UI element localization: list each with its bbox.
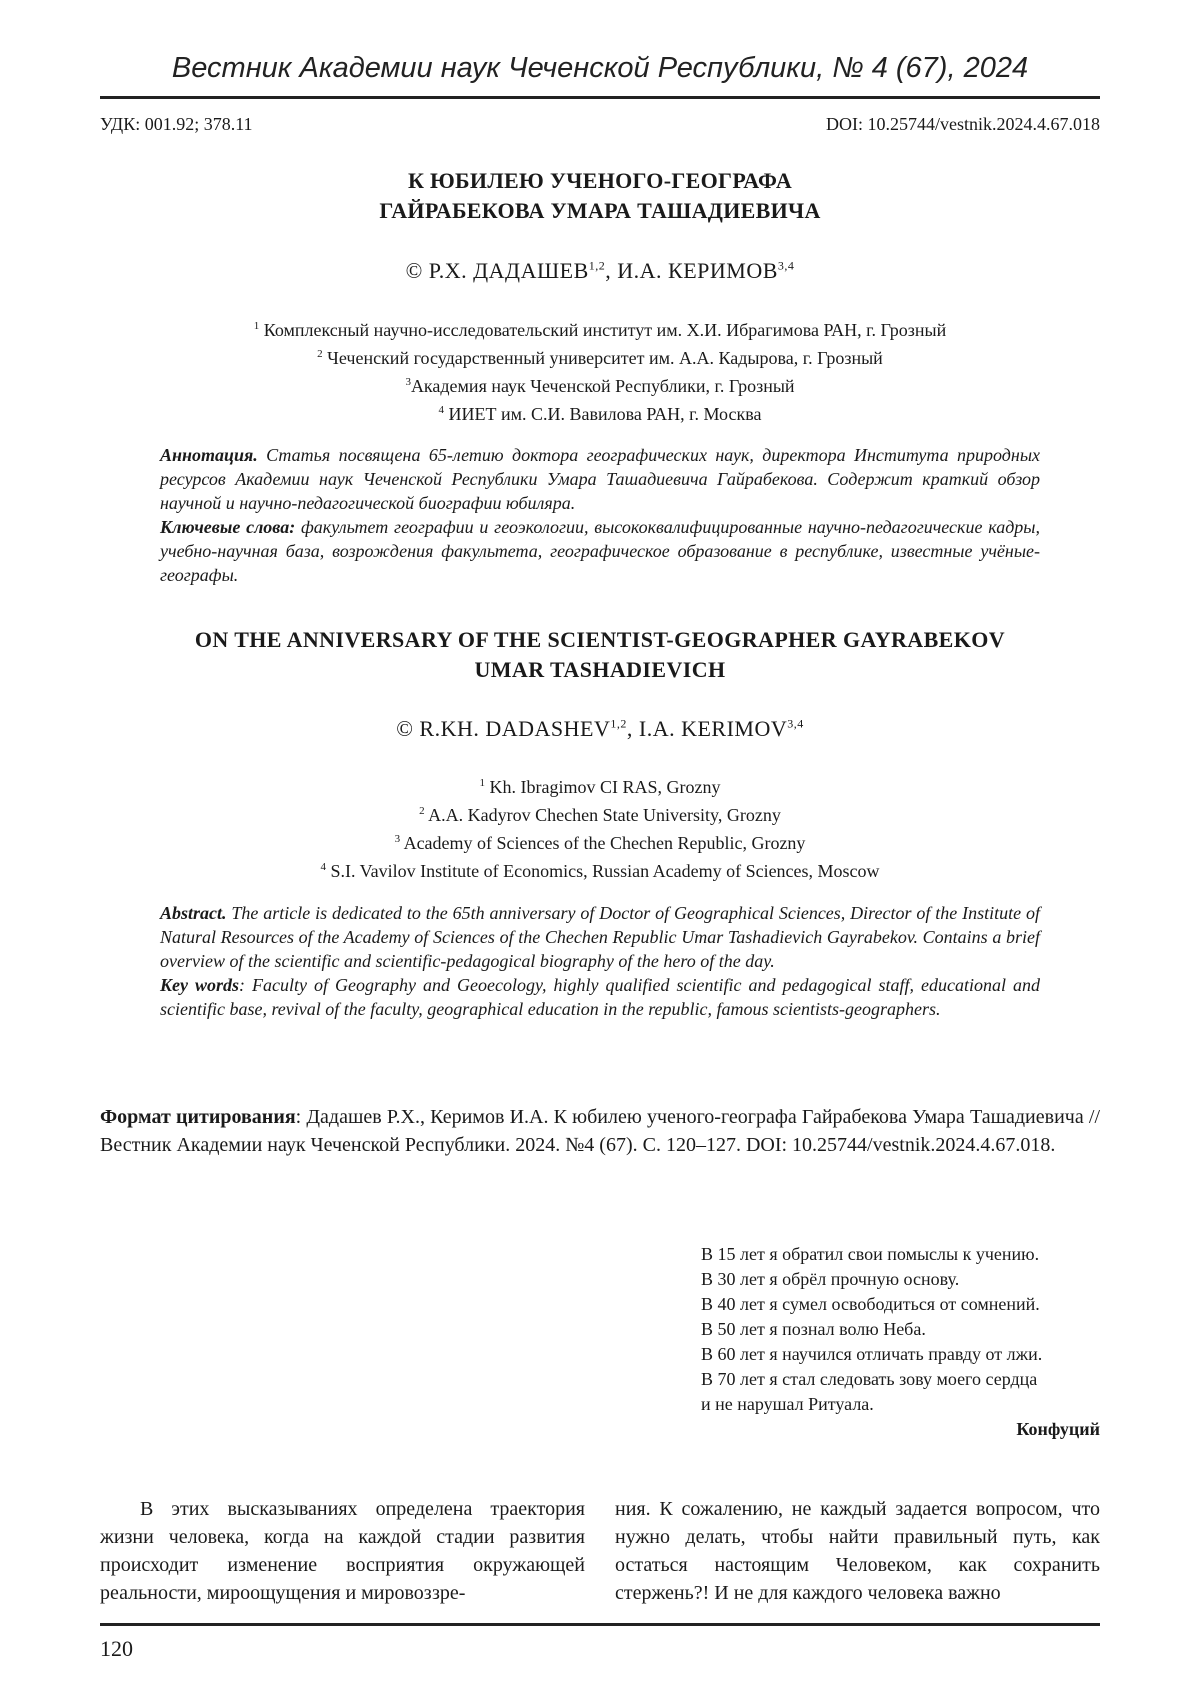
citation-format <box>100 1103 1100 1159</box>
footer-rule <box>100 1623 1100 1626</box>
author-en-2: , I.A. KERIMOV <box>626 716 788 741</box>
affiliation-ru-item <box>100 314 1100 342</box>
citation-label: Формат цитирования <box>100 1106 296 1128</box>
article-title-en <box>100 625 1100 685</box>
affiliation-text: Академия наук Чеченской Республики, г. Грозный <box>410 376 795 396</box>
abstract-en <box>160 901 1040 1021</box>
affiliation-text: Чеченский государственный университет им. А.А. Кадырова, г. Грозный <box>322 348 883 368</box>
affiliation-ru-item <box>100 342 1100 370</box>
keywords-en-paragraph <box>160 973 1040 1021</box>
body-column-right: ния. К сожалению, не каждый задается вопросом, что нужно делать, чтобы найти правильный путь, как остаться настоящим Человеком, как сохранить стержень?! И не для каждого человека важно <box>615 1498 1100 1604</box>
authors-en <box>100 716 1100 742</box>
epigraph-line: В 60 лет я научился отличать правду от лжи. <box>701 1344 1043 1364</box>
title-en-line-2: UMAR TASHADIEVICH <box>474 657 726 682</box>
abstract-en-text: The article is dedicated to the 65th anniversary of Doctor of Geographical Sciences, Director of the Institute of Natural Resources of the Academy of Sciences of the Chechen Republic Umar Tashadievich Gayrabekov. Contains a brief overview of the scientific and scientific-pedagogical biography of the hero of the day. <box>160 903 1040 971</box>
affiliation-number: 2 <box>419 805 425 817</box>
affiliation-en-item <box>100 771 1100 799</box>
affiliation-text: Kh. Ibragimov CI RAS, Grozny <box>485 777 721 797</box>
affiliation-text: Academy of Sciences of the Chechen Republic, Grozny <box>400 833 806 853</box>
affiliation-number: 4 <box>320 861 326 873</box>
page-number: 120 <box>100 1636 133 1661</box>
body-column-left: В этих высказываниях определена траектория жизни человека, когда на каждой стадии развития происходит изменение восприятия окружающей реальности, мироощущения и мировоззре- <box>100 1498 585 1604</box>
affiliation-en-item <box>100 827 1100 855</box>
doi-link[interactable]: DOI: 10.25744/vestnik.2024.4.67.018 <box>826 114 1100 134</box>
keywords-ru-label: Ключевые слова: <box>160 517 296 537</box>
affiliation-number: 3 <box>405 376 411 388</box>
abstract-en-paragraph <box>160 901 1040 973</box>
affiliation-number: 1 <box>479 777 485 789</box>
affiliation-number: 2 <box>317 348 323 360</box>
affiliation-number: 1 <box>253 320 260 332</box>
affiliation-number: 4 <box>438 404 445 416</box>
author-en-1: © R.KH. DADASHEV <box>396 716 611 741</box>
title-ru-line-1: К ЮБИЛЕЮ УЧЕНОГО-ГЕОГРАФА <box>407 168 793 193</box>
affiliation-text: ИИЕТ им. С.И. Вавилова РАН, г. Москва <box>444 404 762 424</box>
title-ru-line-2: ГАЙРАБЕКОВА УМАРА ТАШАДИЕВИЧА <box>379 198 821 223</box>
author-ru-2: , И.А. КЕРИМОВ <box>605 258 778 283</box>
keywords-en-label: Key words <box>160 975 240 995</box>
epigraph-line: и не нарушал Ритуала. <box>701 1394 874 1414</box>
author-ru-1: © Р.Х. ДАДАШЕВ <box>405 258 589 283</box>
udc-code: УДК: 001.92; 378.11 <box>100 114 253 134</box>
abstract-ru-text: Статья посвящена 65-летию доктора географических наук, директора Института природных ресурсов Академии наук Чеченской Республики Умара Ташадиевича Гайрабекова. Содержит краткий обзор научной и научно-педагогической биографии юбиляра. <box>160 445 1040 513</box>
author-ru-2-affil: 3,4 <box>777 258 795 273</box>
epigraph-line: В 50 лет я познал волю Неба. <box>701 1319 926 1339</box>
journal-running-head: Вестник Академии наук Чеченской Республики, № 4 (67), 2024 <box>171 52 1029 84</box>
abstract-en-label: Abstract. <box>160 903 227 923</box>
keywords-ru-text: факультет географии и геоэкологии, высококвалифицированные научно-педагогические кадры, учебно-научная база, возрождения факультета, географическое образование в республике, известные учёные-географы. <box>160 517 1040 585</box>
affiliation-text: S.I. Vavilov Institute of Economics, Russian Academy of Sciences, Moscow <box>325 861 880 881</box>
epigraph-author: Конфуций <box>1016 1419 1100 1439</box>
affiliation-number: 3 <box>394 833 401 845</box>
header-rule <box>100 96 1100 99</box>
affiliation-en-item <box>100 855 1100 883</box>
epigraph-line: В 70 лет я стал следовать зову моего сердца <box>701 1369 1038 1389</box>
affiliation-text: Комплексный научно-исследовательский институт им. Х.И. Ибрагимова РАН, г. Грозный <box>259 320 947 340</box>
citation-text: : Дадашев Р.Х., Керимов И.А. К юбилею ученого-географа Гайрабекова Умара Ташадиевича // Вестник Академии наук Чеченской Республики. 2024. №4 (67). С. 120–127. DOI: 10.25744/vestnik.2024.4.67.018. <box>100 1106 1101 1156</box>
affiliation-text: A.A. Kadyrov Chechen State University, Grozny <box>424 805 781 825</box>
abstract-ru-label: Аннотация. <box>160 445 258 465</box>
epigraph-line: В 30 лет я обрёл прочную основу. <box>701 1269 960 1289</box>
affiliation-ru-item <box>100 370 1100 398</box>
abstract-ru <box>160 443 1040 587</box>
keywords-ru-paragraph <box>160 515 1040 587</box>
author-ru-1-affil: 1,2 <box>588 258 606 273</box>
keywords-en-text: : Faculty of Geography and Geoecology, highly qualified scientific and pedagogical staff, educational and scientific base, revival of the faculty, geographical education in the republic, famous scientists-geographers. <box>160 975 1040 1019</box>
epigraph-line: В 15 лет я обратил свои помыслы к учению. <box>701 1244 1040 1264</box>
epigraph <box>701 1242 1100 1442</box>
epigraph-line: В 40 лет я сумел освободиться от сомнений. <box>701 1294 1040 1314</box>
affiliation-ru-item <box>100 398 1100 426</box>
article-title-ru <box>100 166 1100 226</box>
title-en-line-1: ON THE ANNIVERSARY OF THE SCIENTIST-GEOGRAPHER GAYRABEKOV <box>194 627 1006 652</box>
affiliation-en-item <box>100 799 1100 827</box>
affiliations-ru <box>100 314 1100 426</box>
author-en-1-affil: 1,2 <box>610 716 627 731</box>
author-en-2-affil: 3,4 <box>787 716 804 731</box>
affiliations-en <box>100 771 1100 883</box>
abstract-ru-paragraph <box>160 443 1040 515</box>
authors-ru <box>100 258 1100 284</box>
